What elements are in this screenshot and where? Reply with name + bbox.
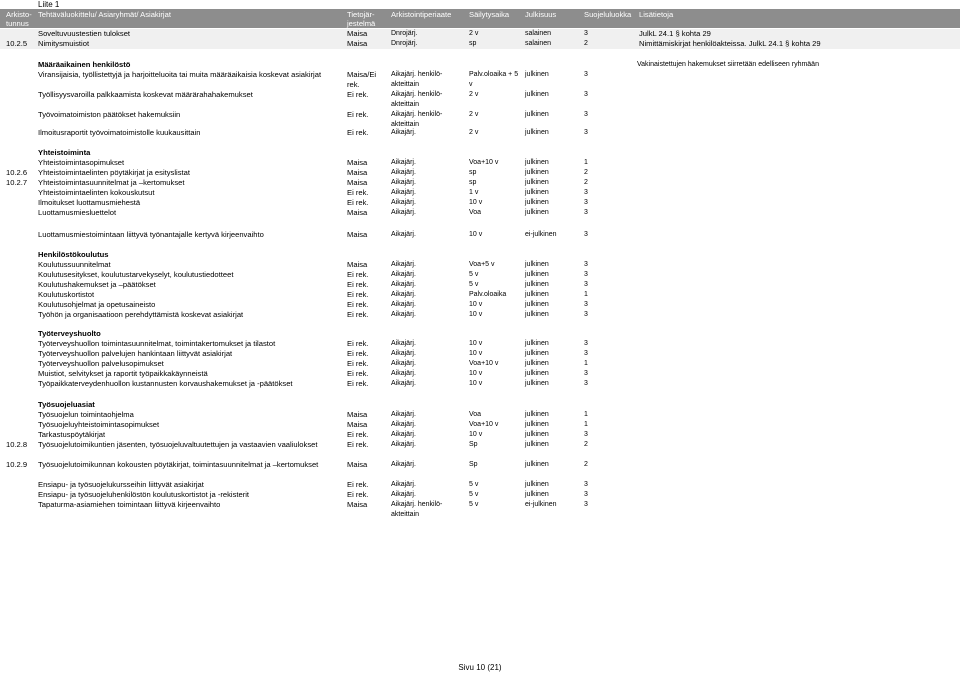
cell-inf: Ei rek. [347, 310, 369, 319]
cell-arch: Aikajärj. [391, 261, 416, 268]
cell-name: Ilmoitusraportit työvoimatoimistolle kuukausittain [38, 128, 201, 137]
cell-inf: Maisa [347, 29, 368, 38]
cell-inf: Maisa [347, 500, 368, 509]
cell-sec: 3 [584, 501, 588, 508]
cell-ret: 2 v [469, 91, 479, 98]
cell-inf: Maisa [347, 410, 368, 419]
cell-pub: julkinen [525, 281, 549, 288]
cell-ret: Sp [469, 441, 478, 448]
cell-sec: 3 [584, 281, 588, 288]
header-sailytys: Säilytysaika [469, 10, 510, 19]
cell-arch: Aikajärj. [391, 350, 416, 357]
cell-name: Työpaikkaterveydenhuollon kustannusten korvaushakemukset ja -päätökset [38, 379, 293, 388]
table-row [0, 70, 960, 80]
cell-pub: julkinen [525, 209, 549, 216]
cell-sec: 3 [584, 311, 588, 318]
cell-inf: Ei rek. [347, 270, 369, 279]
note-maaraaikainen: Vakinaistettujen hakemukset siirretään edelliseen ryhmään [637, 61, 819, 68]
cell-name: Ensiapu- ja työsuojeluhenkilöstön koulutuskortistot ja -rekisterit [38, 490, 250, 499]
cell-inf: Ei rek. [347, 490, 369, 499]
cell-num: 10.2.8 [6, 440, 28, 449]
cell-inf: Ei rek. [347, 290, 369, 299]
cell-pub: ei-julkinen [525, 231, 557, 238]
cell-arch: akteittain [391, 81, 420, 88]
cell-name: Koulutusesitykset, koulutustarvekyselyt, koulutustiedotteet [38, 270, 234, 279]
cell-pub: julkinen [525, 491, 549, 498]
cell-name: Ilmoitukset luottamusmiehestä [38, 198, 141, 207]
cell-arch: Aikajärj. [391, 370, 416, 377]
cell-arch: akteittain [391, 511, 420, 518]
cell-ret: 10 v [469, 370, 483, 377]
page-number: Sivu 10 (21) [458, 663, 502, 672]
table-row [0, 29, 960, 39]
cell-ret: 10 v [469, 340, 483, 347]
cell-sec: 3 [584, 30, 588, 37]
cell-inf: Ei rek. [347, 349, 369, 358]
cell-arch: Aikajärj. [391, 129, 416, 136]
table-row [0, 369, 960, 379]
section-heading-row [0, 250, 960, 260]
section-heading-row [0, 400, 960, 410]
cell-inf: Maisa/Ei [347, 70, 377, 79]
cell-name: Muistiot, selvitykset ja raportit työpaikkakäynneistä [38, 369, 208, 378]
cell-sec: 3 [584, 71, 588, 78]
header-tietojar-line1: Tietojär- [347, 10, 375, 19]
cell-ret: 10 v [469, 431, 483, 438]
cell-name: Yhteistoimintaelinten pöytäkirjat ja esityslistat [38, 168, 190, 177]
cell-name: Määräaikainen henkilöstö [38, 60, 131, 69]
header-julkisuus: Julkisuus [525, 10, 557, 19]
table-row [0, 480, 960, 490]
cell-inf: Maisa [347, 230, 368, 239]
cell-ret: 5 v [469, 491, 479, 498]
cell-sec: 3 [584, 370, 588, 377]
cell-extra: JulkL 24.1 § kohta 29 [639, 29, 711, 38]
cell-arch: Aikajärj. [391, 411, 416, 418]
cell-num: 10.2.9 [6, 460, 28, 469]
cell-name: Viransijaisia, työllistettyjä ja harjoitteluoita tai muita määräaikaisia koskevat asiakirjat [38, 70, 322, 79]
cell-name: Luottamusmiestoimintaan liittyvä työnantajalle kertyvä kirjeenvaihto [38, 230, 264, 239]
cell-arch: Aikajärj. [391, 199, 416, 206]
cell-pub: julkinen [525, 350, 549, 357]
cell-inf: Ei rek. [347, 480, 369, 489]
header-lisatietoja: Lisätietoja [639, 10, 674, 19]
cell-sec: 2 [584, 461, 588, 468]
cell-name: Työsuojelun toimintaohjelma [38, 410, 134, 419]
table-row [0, 290, 960, 300]
cell-sec: 1 [584, 421, 588, 428]
cell-name: Yhteistoimintasopimukset [38, 158, 125, 167]
cell-arch: Aikajärj. [391, 360, 416, 367]
cell-sec: 3 [584, 271, 588, 278]
table-row [0, 500, 960, 510]
cell-pub: julkinen [525, 481, 549, 488]
table-row [0, 510, 960, 520]
cell-ret: 10 v [469, 380, 483, 387]
cell-inf: Ei rek. [347, 110, 369, 119]
header-tehtava: Tehtäväluokittelu/ Asiaryhmät/ Asiakirjat [38, 10, 171, 19]
table-row [0, 379, 960, 389]
header-suojelu: Suojeluluokka [584, 10, 632, 19]
cell-ret: 5 v [469, 481, 479, 488]
cell-sec: 3 [584, 261, 588, 268]
cell-inf: Maisa [347, 158, 368, 167]
cell-ret: Voa+10 v [469, 360, 499, 367]
cell-name: Luottamusmiesluettelot [38, 208, 117, 217]
cell-ret: 2 v [469, 111, 479, 118]
cell-inf: Ei rek. [347, 359, 369, 368]
cell-name: Työterveyshuollon toimintasuunnitelmat, toimintakertomukset ja tilastot [38, 339, 276, 348]
cell-arch: Aikajärj. [391, 179, 416, 186]
cell-ret: 10 v [469, 231, 483, 238]
cell-arch: Aikajärj. [391, 481, 416, 488]
cell-inf: Ei rek. [347, 128, 369, 137]
cell-sec: 3 [584, 481, 588, 488]
table-row [0, 300, 960, 310]
cell-pub: julkinen [525, 340, 549, 347]
cell-ret: 5 v [469, 271, 479, 278]
header-tietojar-line2: jestelmä [347, 19, 376, 28]
cell-name: Koulutussuunnitelmat [38, 260, 111, 269]
cell-name: Koulutusohjelmat ja opetusaineisto [38, 300, 156, 309]
cell-pub: julkinen [525, 421, 549, 428]
cell-name: Työterveyshuollon palvelusopimukset [38, 359, 164, 368]
appendix-label: Liite 1 [38, 0, 60, 9]
cell-ret: sp [469, 169, 477, 176]
cell-arch: Aikajärj. henkilö- [391, 501, 443, 508]
cell-arch: Aikajärj. [391, 380, 416, 387]
cell-sec: 3 [584, 111, 588, 118]
cell-sec: 1 [584, 360, 588, 367]
cell-extra: Nimittämiskirjat henkilöakteissa. JulkL 24.1 § kohta 29 [639, 39, 821, 48]
cell-sec: 1 [584, 159, 588, 166]
cell-name: Työsuojeluasiat [38, 400, 95, 409]
cell-ret: 10 v [469, 311, 483, 318]
cell-ret: Voa+10 v [469, 159, 499, 166]
cell-name: Työterveyshuolto [38, 329, 101, 338]
cell-inf: Ei rek. [347, 369, 369, 378]
cell-ret: 5 v [469, 281, 479, 288]
table-row [0, 460, 960, 470]
cell-ret: 1 v [469, 189, 479, 196]
cell-num: 10.2.5 [6, 39, 28, 48]
cell-sec: 3 [584, 189, 588, 196]
cell-ret: sp [469, 40, 477, 47]
table-row [0, 198, 960, 208]
cell-name: Henkilöstökoulutus [38, 250, 109, 259]
cell-inf: Maisa [347, 260, 368, 269]
section-heading-row [0, 148, 960, 158]
cell-inf: Ei rek. [347, 440, 369, 449]
cell-pub: julkinen [525, 301, 549, 308]
cell-arch: Aikajärj. henkilö- [391, 71, 443, 78]
table-row [0, 280, 960, 290]
cell-arch: Aikajärj. [391, 441, 416, 448]
cell-name: Työvoimatoimiston päätökset hakemuksiin [38, 110, 181, 119]
cell-ret: Voa+5 v [469, 261, 495, 268]
cell-name: Soveltuvuustestien tulokset [38, 29, 131, 38]
cell-name: Työllisyysvaroilla palkkaamista koskevat määrärahahakemukset [38, 90, 253, 99]
table-row [0, 310, 960, 320]
cell-inf: Maisa [347, 168, 368, 177]
table-row [0, 430, 960, 440]
cell-name: Nimitysmuistiot [38, 39, 90, 48]
cell-inf: Ei rek. [347, 300, 369, 309]
cell-ret: Palv.oloaika + 5 [469, 71, 519, 78]
cell-name: Koulutushakemukset ja –päätökset [38, 280, 156, 289]
table-row [0, 230, 960, 240]
table-row [0, 260, 960, 270]
cell-sec: 3 [584, 431, 588, 438]
cell-arch: Dnrojärj. [391, 40, 418, 47]
cell-pub: julkinen [525, 129, 549, 136]
cell-arch: Aikajärj. [391, 461, 416, 468]
cell-arch: Aikajärj. [391, 421, 416, 428]
cell-inf: Ei rek. [347, 430, 369, 439]
cell-ret: Sp [469, 461, 478, 468]
cell-sec: 2 [584, 40, 588, 47]
cell-sec: 2 [584, 169, 588, 176]
cell-sec: 3 [584, 380, 588, 387]
cell-pub: julkinen [525, 159, 549, 166]
cell-ret: Voa [469, 209, 482, 216]
cell-arch: Dnrojärj. [391, 30, 418, 37]
cell-num: 10.2.6 [6, 168, 28, 177]
cell-arch: Aikajärj. henkilö- [391, 111, 443, 118]
header-arkistointi: Arkistointiperiaate [391, 10, 452, 19]
cell-pub: julkinen [525, 111, 549, 118]
cell-arch: Aikajärj. [391, 431, 416, 438]
cell-arch: Aikajärj. [391, 169, 416, 176]
cell-arch: Aikajärj. [391, 491, 416, 498]
table-row [0, 349, 960, 359]
header-arkisto-line2: tunnus [6, 19, 29, 28]
cell-arch: Aikajärj. [391, 271, 416, 278]
cell-name: Työsuojelutoimikuntien jäsenten, työsuojeluvaltuutettujen ja vastaavien vaaliulokset [38, 440, 318, 449]
cell-arch: Aikajärj. [391, 231, 416, 238]
cell-inf: Maisa [347, 420, 368, 429]
cell-sec: 3 [584, 129, 588, 136]
table-row [0, 128, 960, 138]
table-row [0, 90, 960, 100]
cell-pub: salainen [525, 30, 552, 37]
cell-arch: Aikajärj. [391, 281, 416, 288]
cell-inf: Maisa [347, 460, 368, 469]
table-row [0, 440, 960, 450]
table-header [0, 9, 960, 28]
cell-pub: julkinen [525, 71, 549, 78]
cell-pub: julkinen [525, 291, 549, 298]
cell-pub: julkinen [525, 411, 549, 418]
cell-name: Tapaturma-asiamiehen toimintaan liittyvä kirjeenvaihto [38, 500, 221, 509]
cell-sec: 1 [584, 411, 588, 418]
cell-sec: 3 [584, 199, 588, 206]
cell-pub: julkinen [525, 311, 549, 318]
cell-name: Työhön ja organisaatioon perehdyttämistä koskevat asiakirjat [38, 310, 244, 319]
cell-ret: 2 v [469, 30, 479, 37]
cell-ret: Voa+10 v [469, 421, 499, 428]
cell-pub: julkinen [525, 461, 549, 468]
cell-sec: 3 [584, 350, 588, 357]
cell-pub: julkinen [525, 189, 549, 196]
cell-inf: Ei rek. [347, 379, 369, 388]
cell-pub: julkinen [525, 441, 549, 448]
cell-arch: Aikajärj. [391, 189, 416, 196]
cell-inf: Maisa [347, 208, 368, 217]
cell-name: Yhteistoimintaelinten kokouskutsut [38, 188, 155, 197]
header-arkisto-line1: Arkisto- [6, 10, 32, 19]
table-row [0, 270, 960, 280]
cell-pub: julkinen [525, 271, 549, 278]
cell-ret: Palv.oloaika [469, 291, 507, 298]
cell-sec: 3 [584, 301, 588, 308]
cell-pub: julkinen [525, 360, 549, 367]
cell-arch: akteittain [391, 121, 420, 128]
table-row [0, 359, 960, 369]
cell-arch: akteittain [391, 101, 420, 108]
table-row [0, 339, 960, 349]
table-row [0, 490, 960, 500]
cell-ret: Voa [469, 411, 482, 418]
cell-sec: 3 [584, 231, 588, 238]
cell-pub: julkinen [525, 179, 549, 186]
cell-pub: ei-julkinen [525, 501, 557, 508]
table-row [0, 178, 960, 188]
cell-name: Ensiapu- ja työsuojelukursseihin liittyvät asiakirjat [38, 480, 204, 489]
cell-pub: julkinen [525, 199, 549, 206]
cell-ret: v [469, 81, 473, 88]
table-row [0, 410, 960, 420]
cell-ret: 2 v [469, 129, 479, 136]
table-row [0, 39, 960, 49]
cell-pub: julkinen [525, 261, 549, 268]
cell-name: Yhteistoimintasuunnitelmat ja –kertomukset [38, 178, 185, 187]
cell-sec: 3 [584, 340, 588, 347]
cell-inf: Ei rek. [347, 90, 369, 99]
cell-ret: 10 v [469, 199, 483, 206]
cell-inf: rek. [347, 80, 360, 89]
cell-sec: 3 [584, 209, 588, 216]
cell-sec: 1 [584, 291, 588, 298]
cell-arch: Aikajärj. [391, 340, 416, 347]
cell-pub: julkinen [525, 380, 549, 387]
table-row [0, 158, 960, 168]
cell-inf: Ei rek. [347, 280, 369, 289]
cell-name: Työsuojelutoimikunnan kokousten pöytäkirjat, toimintasuunnitelmat ja –kertomukset [38, 460, 319, 469]
cell-sec: 3 [584, 91, 588, 98]
cell-sec: 2 [584, 441, 588, 448]
cell-inf: Ei rek. [347, 188, 369, 197]
cell-name: Työterveyshuollon palvelujen hankintaan liittyvät asiakirjat [38, 349, 233, 358]
cell-ret: 10 v [469, 301, 483, 308]
table-row [0, 420, 960, 430]
table-row [0, 110, 960, 120]
cell-pub: julkinen [525, 169, 549, 176]
table-row [0, 80, 960, 90]
cell-ret: 10 v [469, 350, 483, 357]
cell-ret: sp [469, 179, 477, 186]
cell-pub: julkinen [525, 370, 549, 377]
cell-num: 10.2.7 [6, 178, 28, 187]
cell-name: Koulutuskortistot [38, 290, 95, 299]
cell-arch: Aikajärj. henkilö- [391, 91, 443, 98]
cell-arch: Aikajärj. [391, 291, 416, 298]
cell-pub: julkinen [525, 91, 549, 98]
cell-inf: Ei rek. [347, 198, 369, 207]
cell-name: Tarkastuspöytäkirjat [38, 430, 106, 439]
cell-name: Yhteistoiminta [38, 148, 91, 157]
cell-arch: Aikajärj. [391, 301, 416, 308]
cell-arch: Aikajärj. [391, 159, 416, 166]
table-row [0, 100, 960, 110]
cell-arch: Aikajärj. [391, 209, 416, 216]
cell-inf: Ei rek. [347, 339, 369, 348]
cell-inf: Maisa [347, 39, 368, 48]
table-row [0, 168, 960, 178]
cell-arch: Aikajärj. [391, 311, 416, 318]
table-row [0, 208, 960, 218]
section-heading-row [0, 329, 960, 339]
cell-sec: 3 [584, 491, 588, 498]
cell-sec: 2 [584, 179, 588, 186]
cell-name: Työsuojeluyhteistoimintasopimukset [38, 420, 160, 429]
cell-pub: julkinen [525, 431, 549, 438]
cell-ret: 5 v [469, 501, 479, 508]
cell-pub: salainen [525, 40, 552, 47]
table-row [0, 188, 960, 198]
cell-inf: Maisa [347, 178, 368, 187]
